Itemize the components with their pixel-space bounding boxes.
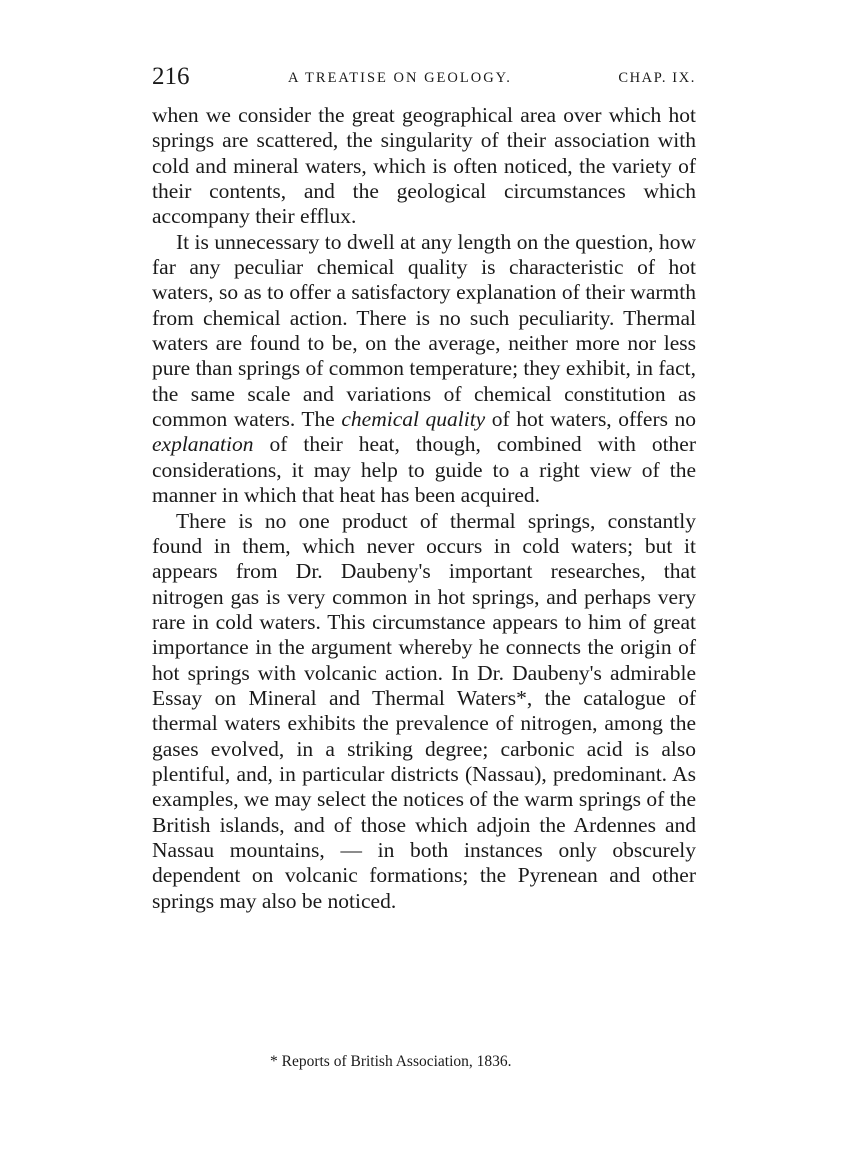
- italic-phrase: chemical quality: [341, 407, 486, 432]
- running-title: A TREATISE ON GEOLOGY.: [288, 70, 512, 86]
- chapter-label: CHAP. IX.: [618, 70, 696, 86]
- text-segment: It is unnecessary to dwell at any length on the question, how far any peculiar chemical quality is characteristic of hot waters, so as to offer a satisfactory explanation of their warmth from chemical action. There is no such peculiarity. Thermal waters are found to be, on the average, neither more nor less pure than springs of common temperature; they exhibit, in fact, the same scale and variations of chemical constitution as common waters. The: [152, 229, 696, 432]
- footnote: * Reports of British Association, 1836.: [270, 1053, 512, 1070]
- text-segment: when we consider the great geographical area over which hot springs are scattered, the singularity of their association with cold and mineral waters, which is often noticed, the variety of their contents, and the geological circumstances which accompany their efflux.: [152, 103, 696, 229]
- paragraph: [152, 509, 696, 915]
- paragraph: [152, 103, 696, 230]
- italic-phrase: explanation: [152, 432, 254, 457]
- page-number: 216: [152, 63, 190, 90]
- body-text: [152, 103, 696, 914]
- text-segment: There is no one product of thermal springs, constantly found in them, which never occurs in cold waters; but it appears from Dr. Daubeny's important researches, that nitrogen gas is very common in hot springs, and perhaps very rare in cold waters. This circumstance appears to him of great importance in the argument whereby he connects the origin of hot springs with volcanic action. In Dr. Daubeny's admirable Essay on Mineral and Thermal Waters*, the catalogue of thermal waters exhibits the prevalence of nitrogen, among the gases evolved, in a striking degree; carbonic acid is also plentiful, and, in particular districts (Nassau), predominant. As examples, we may select the notices of the warm springs of the British islands, and of those which adjoin the Ardennes and Nassau mountains, — in both instances only obscurely dependent on volcanic formations; the Pyrenean and other springs may also be noticed.: [152, 508, 696, 913]
- text-segment: of hot waters, offers no: [485, 407, 696, 432]
- paragraph: [152, 230, 696, 509]
- page-header: [152, 62, 696, 92]
- text-segment: of their heat, though, combined with other considerations, it may help to guide to a right view of the manner in which that heat has been acquired.: [152, 432, 696, 508]
